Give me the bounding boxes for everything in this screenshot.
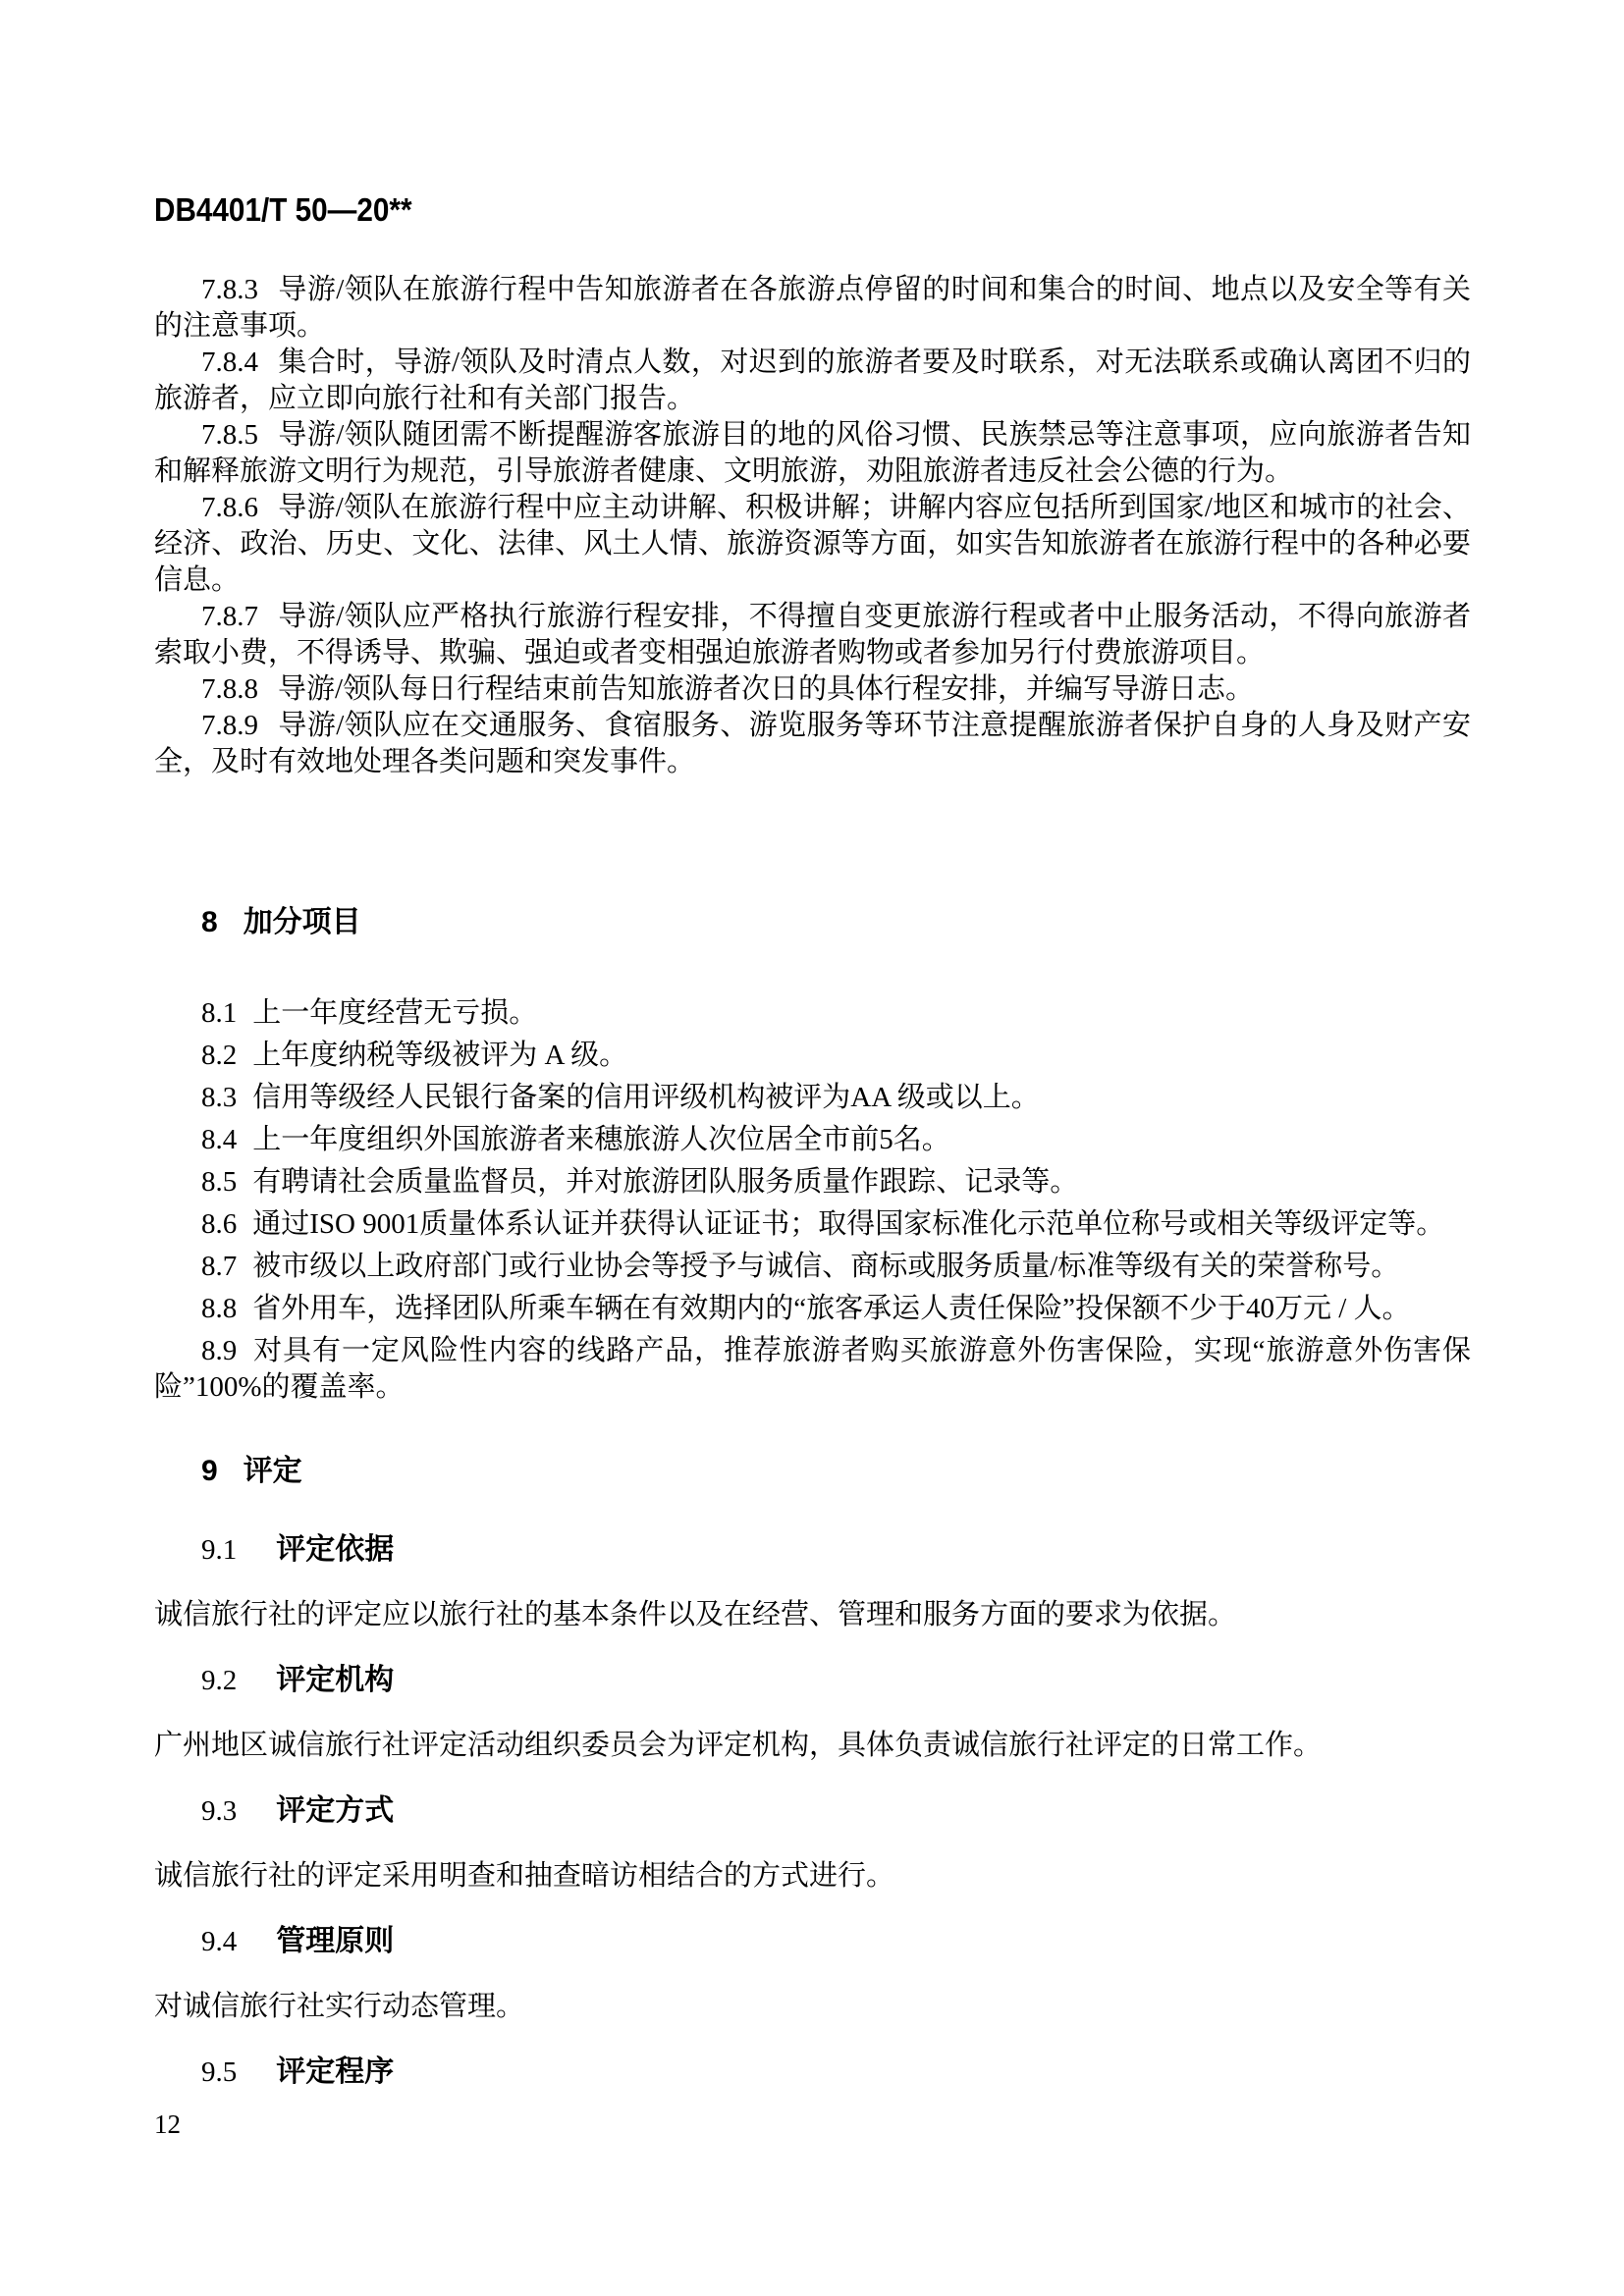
clause-text: 导游/领队随团需不断提醒游客旅游目的地的风俗习惯、民族禁忌等注意事项，应向旅游者告知和解释旅游文明行为规范，引导旅游者健康、文明旅游，劝阻旅游者违反社会公德的行为。 (154, 419, 1471, 487)
subsection-number: 9.3 (201, 1795, 238, 1827)
subsection-title: 管理原则 (276, 1925, 395, 1957)
clause-number: 7.8.8 (201, 673, 258, 705)
item-text: 有聘请社会质量监督员，并对旅游团队服务质量作跟踪、记录等。 (252, 1166, 1079, 1198)
scoring-item (154, 1249, 1471, 1285)
clause-number: 7.8.5 (201, 419, 258, 451)
item-number: 8.6 (201, 1208, 238, 1240)
clause-text: 导游/领队每日行程结束前告知旅游者次日的具体行程安排，并编写导游日志。 (278, 673, 1255, 705)
clause-paragraph (154, 490, 1471, 599)
item-text: 对具有一定风险性内容的线路产品，推荐旅游者购买旅游意外伤害保险，实现“旅游意外伤害保险”100%的覆盖率。 (154, 1335, 1471, 1403)
subsection-heading (154, 1531, 1471, 1569)
section-number: 9 (201, 1455, 218, 1487)
section-number: 8 (201, 906, 218, 938)
item-number: 8.8 (201, 1293, 238, 1324)
subsection-heading (154, 1923, 1471, 1960)
item-text: 省外用车，选择团队所乘车辆在有效期内的“旅客承运人责任保险”投保额不少于40万元 / 人。 (252, 1293, 1411, 1324)
clause-text: 导游/领队应严格执行旅游行程安排，不得擅自变更旅游行程或者中止服务活动，不得向旅游者索取小费，不得诱导、欺骗、强迫或者变相强迫旅游者购物或者参加另行付费旅游项目。 (154, 601, 1471, 668)
clause-number: 7.8.7 (201, 601, 258, 632)
item-number: 8.3 (201, 1082, 238, 1113)
clause-text: 集合时，导游/领队及时清点人数，对迟到的旅游者要及时联系，对无法联系或确认离团不归的旅游者，应立即向旅行社和有关部门报告。 (154, 347, 1471, 414)
clause-paragraph (154, 272, 1471, 345)
page-number: 12 (154, 2109, 181, 2139)
subsection-title: 评定依据 (276, 1533, 395, 1566)
item-number: 8.1 (201, 997, 238, 1029)
scoring-item (154, 1164, 1471, 1201)
section-title: 加分项目 (243, 906, 361, 938)
item-number: 8.9 (201, 1335, 238, 1366)
scoring-item (154, 1080, 1471, 1116)
subsection-number: 9.5 (201, 2056, 238, 2088)
item-number: 8.4 (201, 1124, 238, 1155)
clause-paragraph (154, 417, 1471, 490)
clause-text: 导游/领队在旅游行程中应主动讲解、积极讲解；讲解内容应包括所到国家/地区和城市的社会、经济、政治、历史、文化、法律、风土人情、旅游资源等方面，如实告知旅游者在旅游行程中的各种必要信息。 (154, 492, 1471, 596)
subsection-heading (154, 1792, 1471, 1830)
item-number: 8.7 (201, 1251, 238, 1282)
subsection-body: 对诚信旅行社实行动态管理。 (154, 1991, 525, 2022)
clause-paragraph (154, 708, 1471, 780)
subsection-title: 评定程序 (276, 2056, 395, 2088)
scoring-item (154, 1038, 1471, 1074)
subsection-number: 9.4 (201, 1926, 238, 1957)
subsection-heading (154, 1662, 1471, 1699)
clause-paragraph (154, 671, 1471, 708)
item-number: 8.5 (201, 1166, 238, 1198)
page-content (154, 272, 1471, 2091)
clause-number: 7.8.9 (201, 710, 258, 741)
scoring-item (154, 995, 1471, 1032)
item-text: 上一年度组织外国旅游者来穗旅游人次位居全市前5名。 (252, 1124, 950, 1155)
standard-number-header: DB4401/T 50—20** (154, 191, 412, 228)
item-number: 8.2 (201, 1040, 238, 1071)
subsection-heading (154, 2054, 1471, 2091)
subsection-title: 评定机构 (276, 1664, 395, 1696)
scoring-item (154, 1333, 1471, 1406)
clause-paragraph (154, 599, 1471, 671)
section-9-heading (154, 1452, 1471, 1491)
section-title: 评定 (243, 1455, 302, 1487)
subsection-title: 评定方式 (276, 1794, 395, 1827)
clause-number: 7.8.3 (201, 274, 258, 305)
item-text: 信用等级经人民银行备案的信用评级机构被评为AA 级或以上。 (252, 1082, 1040, 1113)
clause-text: 导游/领队在旅游行程中告知旅游者在各旅游点停留的时间和集合的时间、地点以及安全等有关的注意事项。 (154, 274, 1471, 342)
clause-number: 7.8.4 (201, 347, 258, 378)
item-text: 上一年度经营无亏损。 (252, 997, 538, 1029)
clause-paragraph (154, 345, 1471, 417)
subsection-body: 诚信旅行社的评定采用明查和抽查暗访相结合的方式进行。 (154, 1860, 895, 1892)
section-8-heading (154, 903, 1471, 942)
subsection-number: 9.1 (201, 1534, 238, 1566)
clause-text: 导游/领队应在交通服务、食宿服务、游览服务等环节注意提醒旅游者保护自身的人身及财产安全，及时有效地处理各类问题和突发事件。 (154, 710, 1471, 777)
subsection-body: 诚信旅行社的评定应以旅行社的基本条件以及在经营、管理和服务方面的要求为依据。 (154, 1599, 1237, 1630)
item-text: 被市级以上政府部门或行业协会等授予与诚信、商标或服务质量/标准等级有关的荣誉称号。 (252, 1251, 1400, 1282)
item-text: 上年度纳税等级被评为 A 级。 (252, 1040, 628, 1071)
subsection-number: 9.2 (201, 1665, 238, 1696)
scoring-item (154, 1291, 1471, 1327)
subsection-body: 广州地区诚信旅行社评定活动组织委员会为评定机构，具体负责诚信旅行社评定的日常工作。 (154, 1730, 1323, 1761)
scoring-item (154, 1206, 1471, 1243)
scoring-item (154, 1122, 1471, 1158)
item-text: 通过ISO 9001质量体系认证并获得认证证书；取得国家标准化示范单位称号或相关等级评定等。 (252, 1208, 1445, 1240)
clause-number: 7.8.6 (201, 492, 258, 523)
